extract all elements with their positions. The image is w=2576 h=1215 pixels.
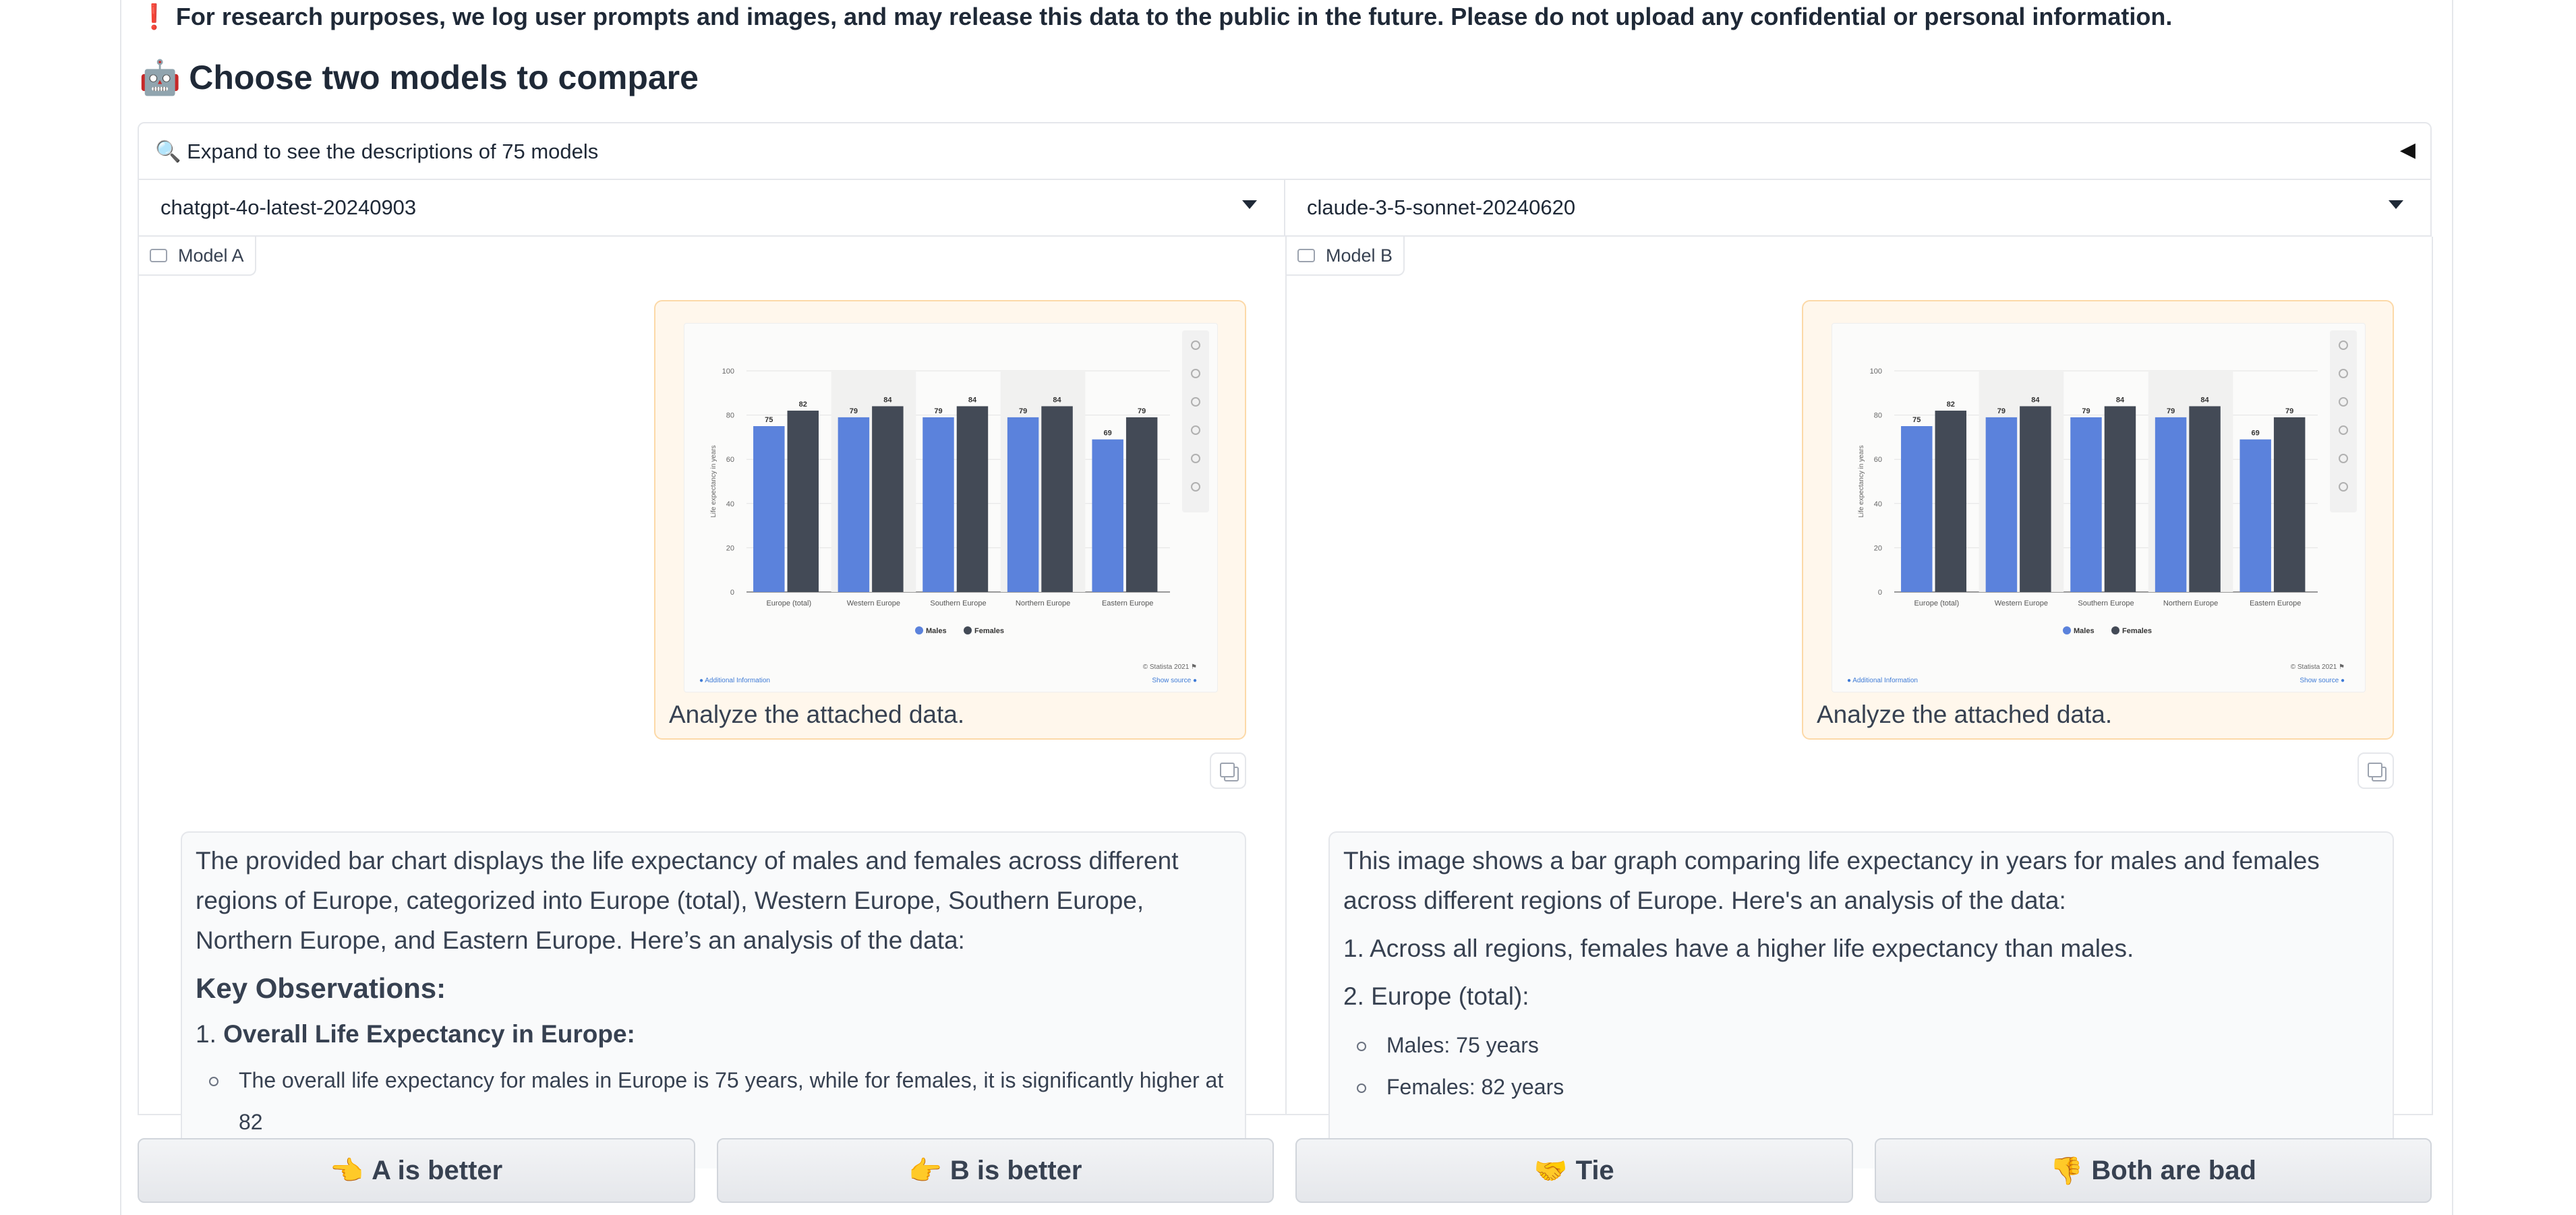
- response-intro: This image shows a bar graph comparing life expectancy in years for males and females across different regions of Europe. Here's an analysis of the data:: [1343, 847, 2320, 914]
- y-tick-label: 40: [1873, 500, 1882, 508]
- model-b-chip-text: Model B: [1326, 245, 1393, 266]
- bar-chart: [684, 324, 1217, 692]
- legend-label: Females: [974, 627, 1005, 635]
- y-tick-label: 100: [722, 367, 734, 376]
- y-tick-label: 80: [726, 411, 734, 420]
- bar-males: [753, 426, 784, 592]
- model-descriptions-accordion[interactable]: [138, 122, 2432, 180]
- model-a-selected: chatgpt-4o-latest-20240903: [160, 196, 417, 219]
- legend-marker: [964, 626, 972, 634]
- model-a-response: [181, 831, 1246, 1168]
- response-heading: Key Observations:: [196, 972, 446, 1004]
- data-label: 75: [1912, 416, 1921, 424]
- model-b-label: [1287, 237, 1405, 276]
- data-label: 79: [2166, 407, 2175, 415]
- copy-icon-front: [2368, 763, 2382, 777]
- legend-label: Females: [2122, 627, 2153, 635]
- bar-males: [1986, 417, 2017, 592]
- bar-males: [1007, 417, 1038, 592]
- copyright-text: © Statista 2021 ⚑: [2290, 663, 2345, 671]
- bar-females: [1041, 406, 1072, 592]
- b-is-better-button[interactable]: [717, 1138, 1275, 1203]
- bar-males: [838, 417, 869, 592]
- legend-marker: [2111, 626, 2119, 634]
- data-label: 84: [2115, 396, 2125, 405]
- response-point-1: 1. Across all regions, females have a higher life expectancy than males.: [1343, 935, 2134, 962]
- x-tick-label: Eastern Europe: [1101, 599, 1154, 608]
- data-label: 75: [765, 416, 773, 424]
- thumbs-down-icon: 👎: [2049, 1156, 2084, 1186]
- y-axis-label: Life expectancy in years: [1858, 445, 1865, 518]
- chevron-down-icon[interactable]: [2389, 200, 2403, 209]
- x-tick-label: Southern Europe: [930, 599, 987, 608]
- privacy-notice: [139, 3, 2172, 31]
- data-label: 79: [1997, 407, 2006, 415]
- model-b-response: [1328, 831, 2394, 1168]
- model-a-chip-text: Model A: [178, 245, 244, 266]
- bar-males: [1092, 440, 1123, 592]
- attached-chart-image: [684, 323, 1218, 692]
- bar-females: [788, 411, 819, 592]
- item-number: 1.: [196, 1020, 216, 1048]
- copy-button[interactable]: [2358, 752, 2394, 789]
- x-tick-label: Western Europe: [1994, 599, 2049, 608]
- x-tick-label: Northern Europe: [1015, 599, 1071, 608]
- data-label: 79: [934, 407, 943, 415]
- bar-males: [1901, 426, 1932, 592]
- item-title: Overall Life Expectancy in Europe:: [223, 1020, 635, 1048]
- y-tick-label: 20: [1873, 544, 1882, 553]
- data-label: 84: [883, 396, 892, 405]
- hand-left-icon: 👈: [330, 1156, 364, 1186]
- data-label: 79: [2285, 407, 2294, 415]
- bar-males: [2155, 417, 2186, 592]
- response-bullets: [196, 1059, 1231, 1143]
- chevron-down-icon[interactable]: [1242, 200, 1257, 209]
- vote-label: Tie: [1575, 1155, 1614, 1185]
- bar-females: [2020, 406, 2051, 592]
- user-message: [1802, 300, 2394, 740]
- data-label: 69: [2251, 429, 2260, 438]
- bar-females: [1126, 417, 1157, 592]
- x-tick-label: Northern Europe: [2163, 599, 2219, 608]
- attached-chart-image: [1832, 323, 2366, 692]
- bar-females: [1935, 411, 1966, 592]
- data-label: 79: [1138, 407, 1146, 415]
- response-bullet: Females: 82 years: [1386, 1066, 2379, 1108]
- x-tick-label: Europe (total): [1914, 599, 1960, 608]
- legend-label: Males: [2074, 627, 2095, 635]
- show-source-link: Show source ●: [1152, 677, 1197, 684]
- y-tick-label: 40: [726, 500, 734, 508]
- magnifier-icon: 🔍: [155, 139, 181, 163]
- data-label: 82: [798, 401, 807, 409]
- vote-label: Both are bad: [2091, 1155, 2256, 1185]
- copyright-text: © Statista 2021 ⚑: [1142, 663, 1197, 671]
- a-is-better-button[interactable]: [138, 1138, 695, 1203]
- model-b-chat-panel: [1285, 237, 2433, 1115]
- model-a-chat-panel: [138, 237, 1285, 1134]
- data-label: 82: [1946, 401, 1955, 409]
- hand-right-icon: 👉: [908, 1156, 942, 1186]
- chart-tools-sidebar: [1182, 330, 1209, 512]
- data-label: 84: [1053, 396, 1061, 405]
- bar-males: [2070, 417, 2101, 592]
- legend-label: Males: [926, 627, 947, 635]
- additional-info-link: ● Additional Information: [1847, 677, 1918, 684]
- bar-females: [2105, 406, 2136, 592]
- tie-button[interactable]: [1295, 1138, 1853, 1203]
- accordion-label: [155, 139, 598, 164]
- y-tick-label: 0: [730, 589, 734, 597]
- response-point-2: 2. Europe (total):: [1343, 982, 1529, 1010]
- copy-button[interactable]: [1210, 752, 1246, 789]
- model-b-dropdown[interactable]: [1284, 180, 2430, 235]
- data-label: 79: [1018, 407, 1028, 415]
- y-tick-label: 60: [726, 456, 734, 465]
- bar-females: [872, 406, 903, 592]
- section-heading: [139, 58, 699, 98]
- model-a-label: [139, 237, 256, 276]
- y-tick-label: 60: [1873, 456, 1882, 465]
- notice-text: For research purposes, we log user prompts and images, and may release this data to the public in the future. Please do not upload any confidential or personal information.: [175, 3, 2173, 30]
- copy-icon-front: [1220, 763, 1235, 777]
- data-label: 84: [2031, 396, 2040, 405]
- y-tick-label: 20: [726, 544, 734, 553]
- heading-text: Choose two models to compare: [189, 59, 699, 96]
- bar-males: [2240, 440, 2271, 592]
- response-bullet: The overall life expectancy for males in Europe is 75 years, while for females, it is significantly higher at 82: [239, 1059, 1231, 1143]
- user-message: [654, 300, 1246, 740]
- x-tick-label: Eastern Europe: [2249, 599, 2302, 608]
- data-label: 79: [2082, 407, 2090, 415]
- x-tick-label: Europe (total): [766, 599, 812, 608]
- chat-bubble-icon: [1297, 249, 1315, 262]
- response-intro: The provided bar chart displays the life expectancy of males and females across different regions of Europe, categorized into Europe (total), Western Europe, Southern Europe, Northern Europe, and Eastern Europe. Here’s an analysis of the data:: [196, 847, 1179, 954]
- response-item-1: [196, 1014, 1231, 1054]
- exclamation-icon: ❗: [139, 3, 169, 30]
- data-label: 79: [849, 407, 858, 415]
- y-axis-label: Life expectancy in years: [710, 445, 718, 518]
- legend-marker: [915, 626, 923, 634]
- bar-females: [2274, 417, 2305, 592]
- both-bad-button[interactable]: [1875, 1138, 2432, 1203]
- vote-label: A is better: [372, 1155, 503, 1185]
- bar-females: [2189, 406, 2220, 592]
- chat-bubble-icon: [150, 249, 167, 262]
- y-tick-label: 100: [1869, 367, 1882, 376]
- additional-info-link: ● Additional Information: [699, 677, 770, 684]
- data-label: 84: [2200, 396, 2209, 405]
- model-b-selected: claude-3-5-sonnet-20240620: [1307, 196, 1576, 219]
- chart-tools-sidebar: [2330, 330, 2357, 512]
- robot-icon: 🤖: [139, 59, 181, 96]
- response-bullets: [1343, 1024, 2379, 1108]
- bar-chart: [1832, 324, 2365, 692]
- bar-males: [923, 417, 954, 592]
- vote-label: B is better: [949, 1155, 1082, 1185]
- response-bullet: Males: 75 years: [1386, 1024, 2379, 1066]
- model-selectors: [138, 180, 2432, 237]
- x-tick-label: Western Europe: [846, 599, 901, 608]
- user-prompt-text: Analyze the attached data.: [669, 701, 965, 728]
- user-prompt-text: Analyze the attached data.: [1817, 701, 2113, 728]
- vote-buttons: [138, 1138, 2432, 1203]
- legend-marker: [2063, 626, 2071, 634]
- handshake-icon: 🤝: [1533, 1156, 1568, 1186]
- accordion-label-text: Expand to see the descriptions of 75 models: [187, 139, 599, 163]
- data-label: 69: [1103, 429, 1112, 438]
- collapse-arrow-icon[interactable]: ◀: [2399, 139, 2416, 161]
- bar-females: [957, 406, 988, 592]
- model-a-dropdown[interactable]: [139, 180, 1284, 235]
- y-tick-label: 80: [1873, 411, 1882, 420]
- y-tick-label: 0: [1877, 589, 1882, 597]
- show-source-link: Show source ●: [2300, 677, 2345, 684]
- data-label: 84: [968, 396, 977, 405]
- x-tick-label: Southern Europe: [2078, 599, 2134, 608]
